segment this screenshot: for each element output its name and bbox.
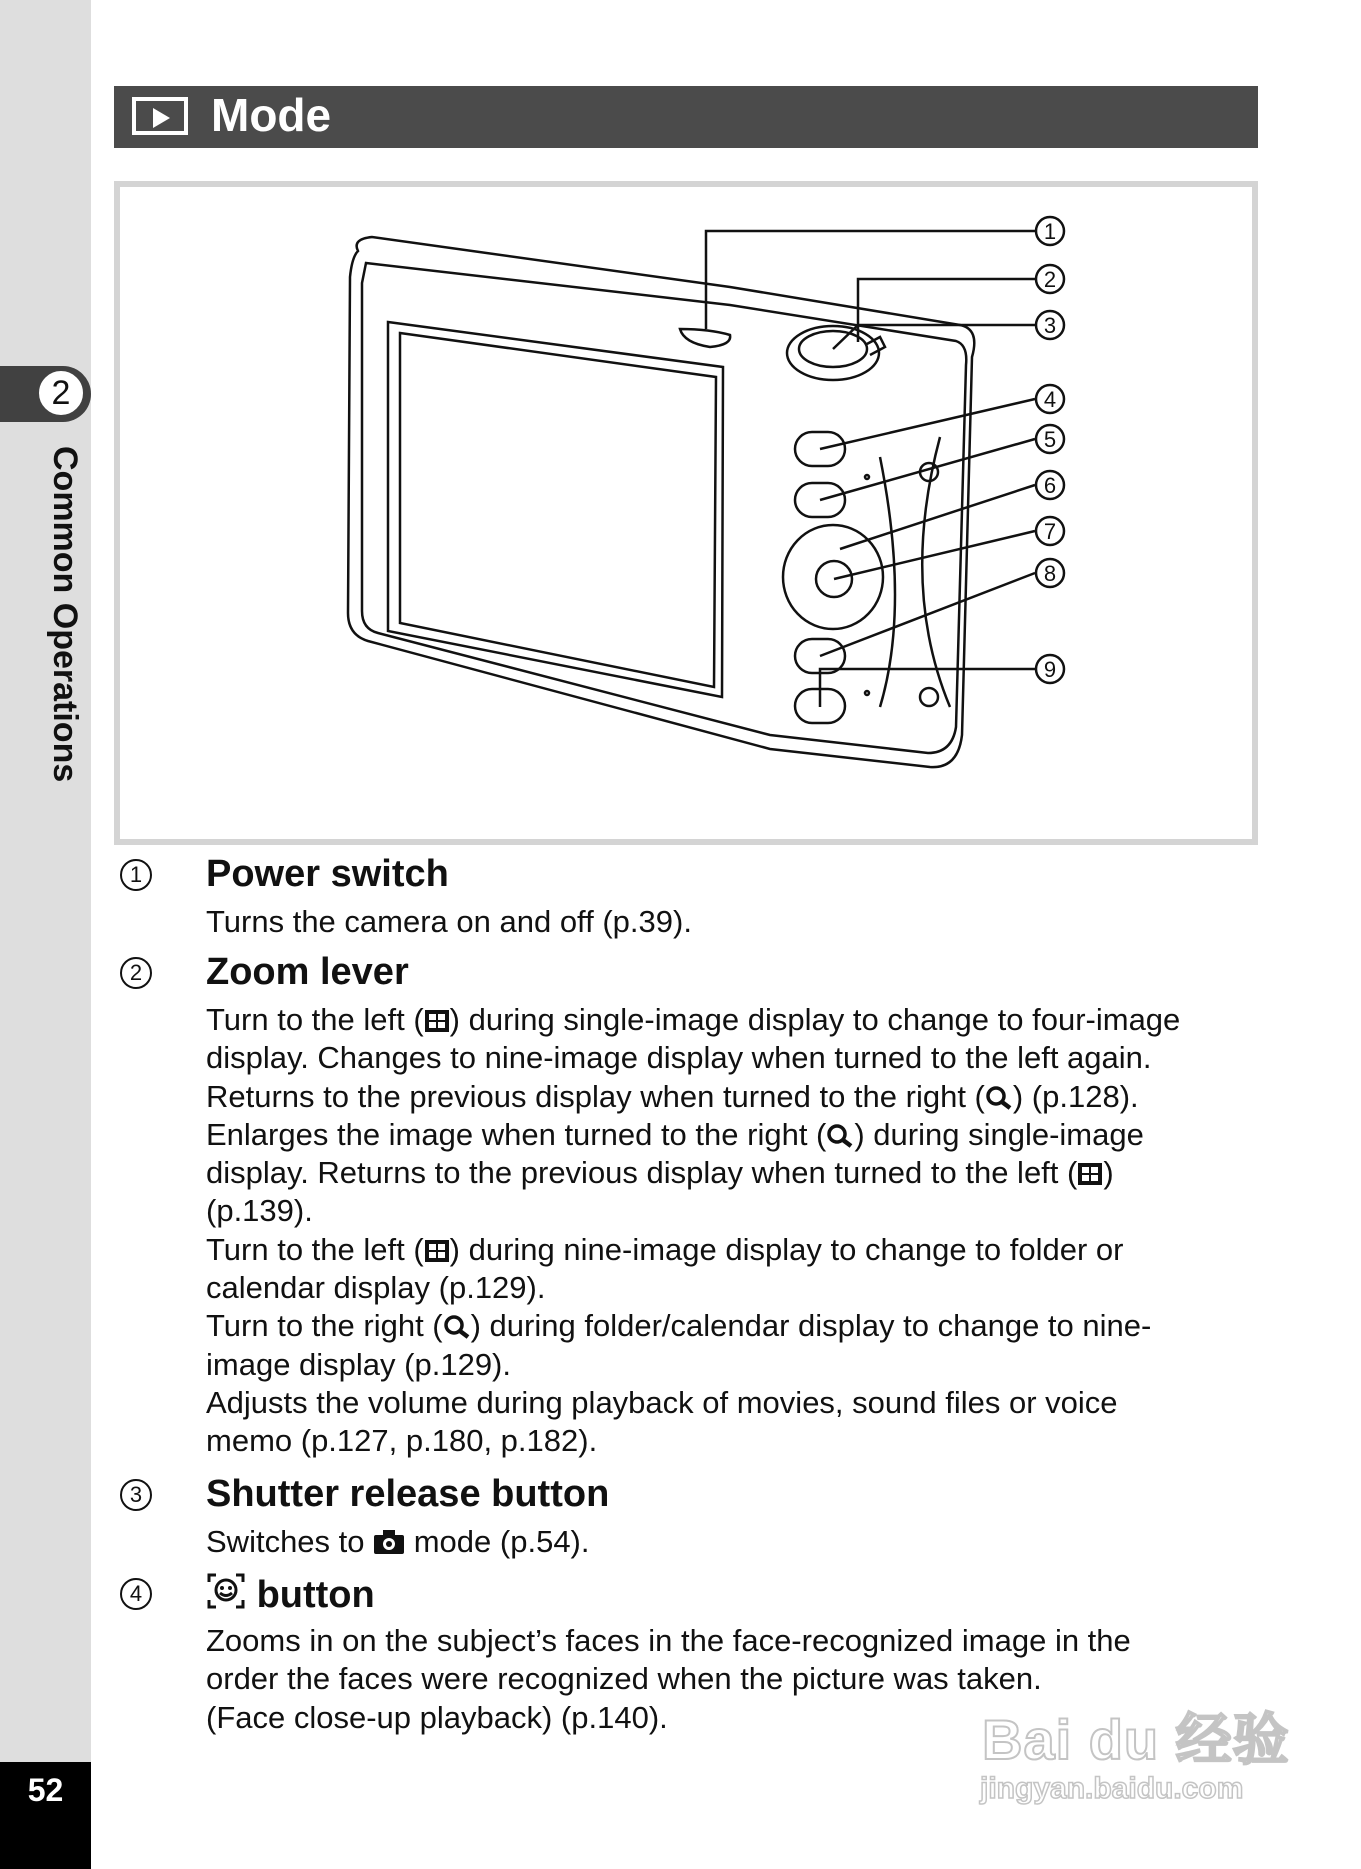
playback-mode-icon — [132, 97, 188, 135]
magnify-icon — [443, 1315, 471, 1339]
zoom-line: calendar display (p.129). — [206, 1270, 546, 1306]
callout-label: 7 — [1043, 519, 1057, 544]
zoom-line: Turn to the left ( ) during nine-image display to change to folder or — [206, 1231, 1124, 1267]
item-body: Turns the camera on and off (p.39). — [206, 904, 692, 939]
item-number: 4 — [120, 1578, 152, 1610]
chapter-number: 2 — [36, 368, 86, 418]
section-title: Mode — [211, 89, 332, 141]
item-body: Zooms in on the subject’s faces in the face-recognized image in the order the faces were recognized when the picture was taken. (Face close-up playback) (p.140). — [206, 1623, 1131, 1735]
callout-label: 9 — [1043, 657, 1057, 682]
callout-label: 5 — [1043, 427, 1057, 452]
camera-diagram — [114, 181, 1258, 845]
item-title: button — [206, 1572, 375, 1617]
item-title: Zoom lever — [206, 951, 409, 993]
callout-label: 4 — [1043, 387, 1057, 412]
zoom-line: Enlarges the image when turned to the right ( ) during single-image — [206, 1116, 1144, 1152]
callout-label: 8 — [1043, 561, 1057, 586]
callout-label: 1 — [1043, 219, 1057, 244]
watermark-sub: jingyan.baidu.com — [980, 1772, 1244, 1805]
camera-icon — [373, 1529, 405, 1555]
zoom-line: Turn to the right ( ) during folder/calendar display to change to nine- — [206, 1308, 1152, 1344]
item-title: Power switch — [206, 853, 449, 895]
chapter-title: Common Operations — [46, 446, 84, 783]
camera-back-illustration — [120, 187, 1252, 839]
item-number: 3 — [120, 1479, 152, 1511]
item-number: 1 — [120, 859, 152, 891]
zoom-line: display. Returns to the previous display when turned to the left ( ) — [206, 1155, 1114, 1191]
magnify-icon — [985, 1086, 1013, 1110]
magnify-icon — [826, 1124, 854, 1148]
thumbnail-icon — [424, 1009, 450, 1033]
thumbnail-icon — [1077, 1162, 1103, 1186]
item-body — [206, 1001, 1272, 1461]
callout-label: 3 — [1043, 313, 1057, 338]
page-number: 52 — [27, 1772, 64, 1808]
zoom-line: image display (p.129). — [206, 1346, 511, 1382]
zoom-line: display. Changes to nine-image display when turned to the left again. — [206, 1040, 1152, 1076]
zoom-line: Adjusts the volume during playback of movies, sound files or voice — [206, 1384, 1118, 1420]
zoom-line: Returns to the previous display when turned to the right ( ) (p.128). — [206, 1078, 1139, 1114]
callout-label: 6 — [1043, 473, 1057, 498]
face-icon — [206, 1572, 246, 1610]
zoom-line: (p.139). — [206, 1193, 313, 1229]
thumbnail-icon — [424, 1239, 450, 1263]
item-title: Shutter release button — [206, 1473, 610, 1515]
item-number: 2 — [120, 957, 152, 989]
zoom-line: Turn to the left ( ) during single-image display to change to four-image — [206, 1002, 1181, 1037]
callout-label: 2 — [1043, 267, 1057, 292]
side-strip — [0, 0, 91, 1869]
zoom-line: memo (p.127, p.180, p.182). — [206, 1423, 598, 1459]
callout-group — [1036, 217, 1064, 683]
watermark-main: Bai du 经验 — [982, 1708, 1290, 1771]
item-body: Switches to mode (p.54). — [206, 1524, 590, 1559]
